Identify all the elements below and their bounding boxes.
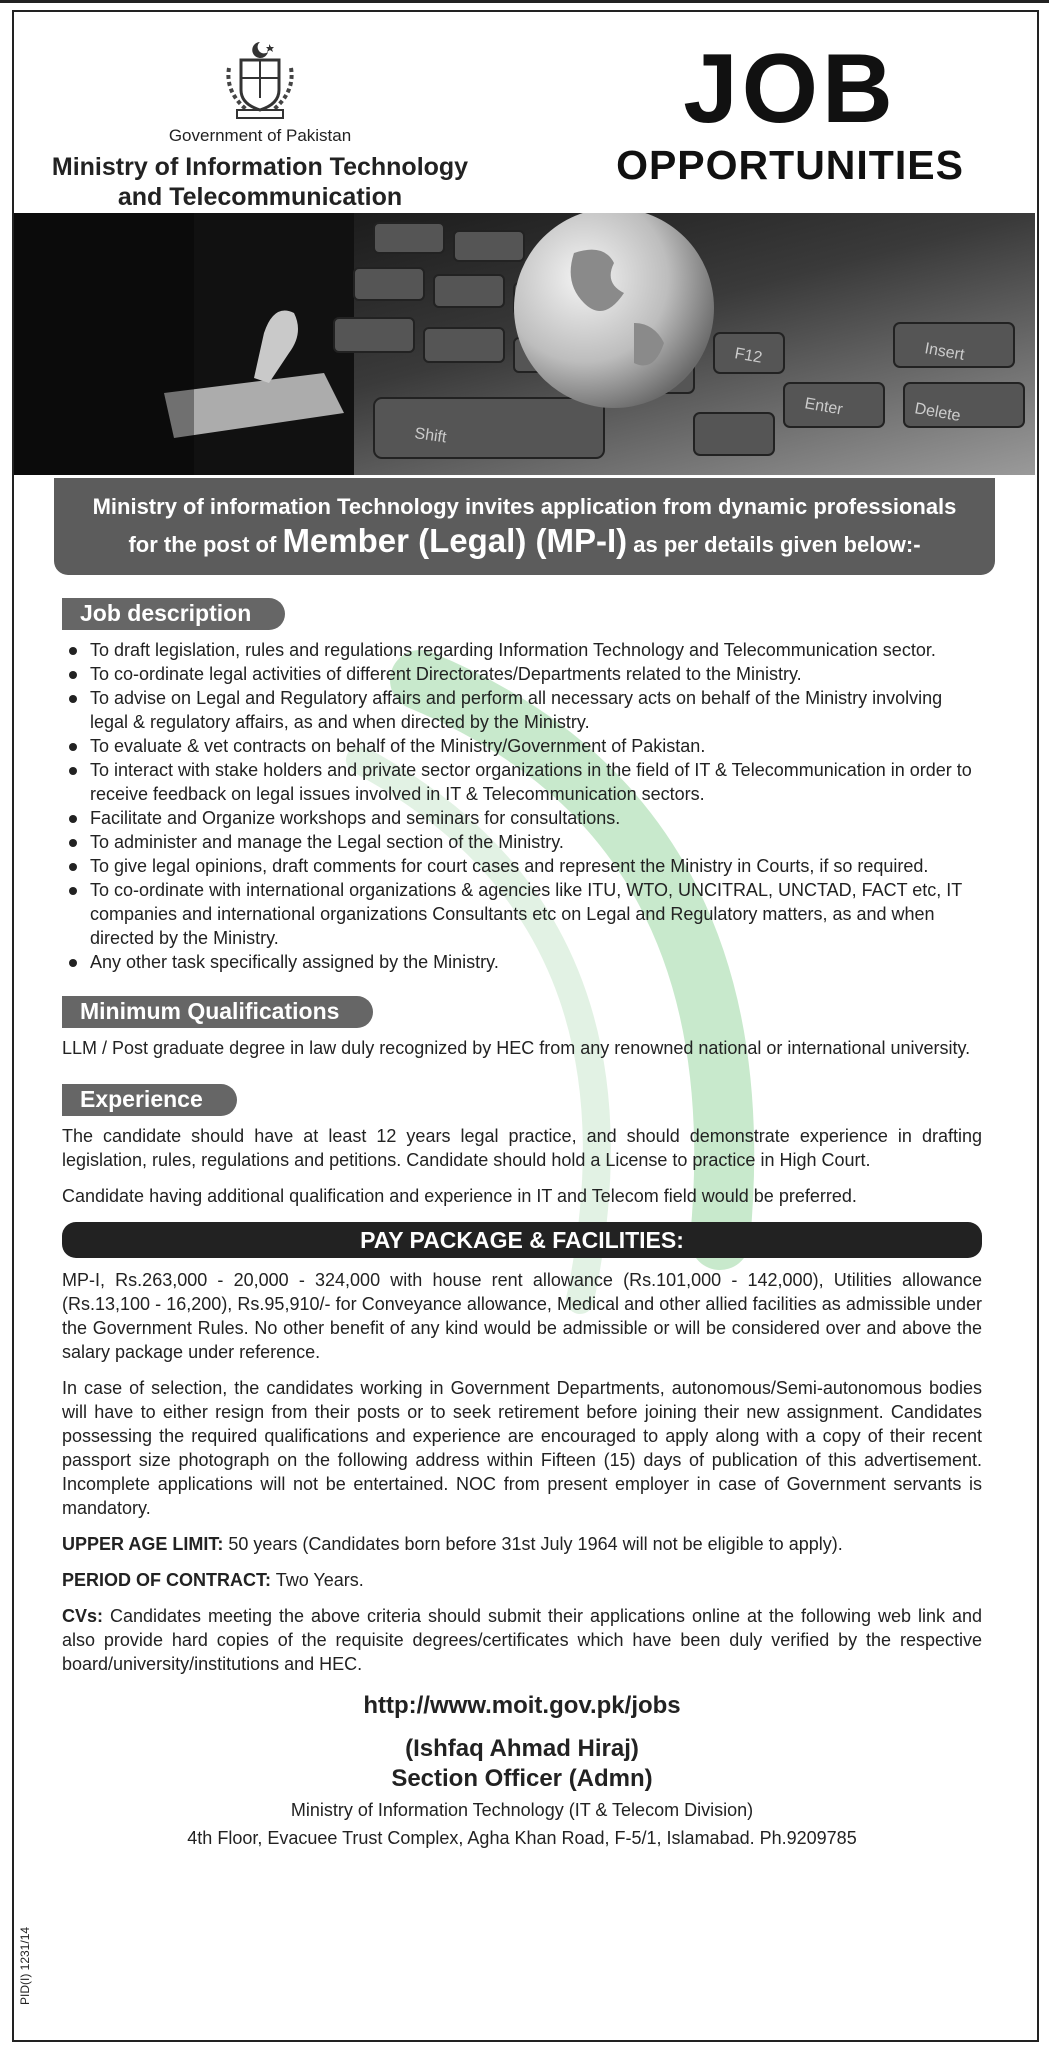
banner-key-insert: Insert [923,340,966,364]
age-limit [62,1532,982,1556]
list-item: To administer and manage the Legal section of the Ministry. [62,830,982,854]
experience-text-2: Candidate having additional qualification and experience in IT and Telecom field would be preferred. [62,1186,857,1206]
signatory-title: Section Officer (Admn) [391,1765,653,1792]
top-rule [0,0,1049,3]
list-item: To draft legislation, rules and regulations regarding Information Technology and Telecommunication sector. [62,638,982,662]
pakistan-emblem-icon [223,38,297,120]
qualifications-text: LLM / Post graduate degree in law duly recognized by HEC from any renowned national or international university. [62,1038,971,1058]
list-item: To give legal opinions, draft comments for court cases and represent the Ministry in Courts, if so required. [62,854,982,878]
intro-post: as per details given below:- [633,532,921,557]
qualifications-heading: Minimum Qualifications [62,996,373,1028]
banner-key-shift: Shift [413,425,448,447]
post-title: Member (Legal) (MP-I) [282,522,628,559]
pid-number: PID(I) 1231/14 [18,1926,32,2005]
signatory-name: (Ishfaq Ahmad Hiraj) [405,1735,639,1762]
opportunities-title: OPPORTUNITIES [616,142,964,188]
intro-line1: Ministry of information Technology invites application from dynamic professionals [92,494,957,519]
list-item: To co-ordinate with international organizations & agencies like ITU, WTO, UNCITRAL, UNCTAD, FACT etc, IT companies and international organizations Consultants etc on Legal and Regulatory matters, as and when directed by the Ministry. [62,878,982,950]
header-left [30,38,490,212]
pay-package-heading: PAY PACKAGE & FACILITIES: [62,1222,982,1258]
address-line2: 4th Floor, Evacuee Trust Complex, Agha Khan Road, F-5/1, Islamabad. Ph.9209785 [187,1828,857,1848]
pay-text-2: In case of selection, the candidates working in Government Departments, autonomous/Semi-autonomous bodies will have to either resign from their posts or to seek retirement before joining their new assignment. Candidates possessing the required qualifications and experience are encouraged to apply along with a copy of their recent passport size photograph on the following address within Fifteen (15) days of publication of this advertisement. Incomplete applications will not be entertained. NOC from present employer in case of Government servants is mandatory. [62,1378,982,1518]
list-item: To evaluate & vet contracts on behalf of the Ministry/Government of Pakistan. [62,734,982,758]
government-label: Government of Pakistan [168,126,352,145]
header-right [560,33,1020,189]
intro-pre: for the post of [128,532,277,557]
job-description-list [62,638,982,974]
job-description-heading: Job description [62,598,285,630]
list-item: To advise on Legal and Regulatory affairs and perform all necessary acts on behalf of the Ministry involving legal & regulatory affairs, as and when directed by the Ministry. [62,686,982,734]
pay-text-1: MP-I, Rs.263,000 - 20,000 - 324,000 with house rent allowance (Rs.101,000 - 142,000), Utilities allowance (Rs.13,100 - 16,200), Rs.95,910/- for Conveyance allowance, Medical and other allied facilities as admissible under the Government Rules. No other benefit of any kind would be admissible or will be considered over and above the salary package under reference. [62,1270,982,1362]
application-link[interactable]: http://www.moit.gov.pk/jobs [363,1692,681,1719]
intro-box [54,478,995,575]
ministry-name-line2: and Telecommunication [117,183,403,211]
list-item: To interact with stake holders and private sector organizations in the field of IT & Telecommunication in order to receive feedback on legal issues involved in IT & Telecommunication sectors. [62,758,982,806]
cv-text: Candidates meeting the above criteria should submit their applications online at the following web link and also provide hard copies of the requisite degrees/certificates which have been duly verified by the respective board/university/institutions and HEC. [62,1606,982,1674]
job-title: JOB [683,33,897,143]
list-item: To co-ordinate legal activities of different Directorates/Departments related to the Ministry. [62,662,982,686]
banner-key-enter: Enter [803,395,844,419]
intro-line2 [54,522,995,564]
banner-key-f12: F12 [733,345,764,367]
list-item: Facilitate and Organize workshops and seminars for consultations. [62,806,982,830]
contract-label: PERIOD OF CONTRACT: [62,1570,271,1590]
banner-key-delete: Delete [913,400,962,425]
experience-heading: Experience [62,1084,237,1116]
age-limit-text: 50 years (Candidates born before 31st July 1964 will not be eligible to apply). [228,1534,843,1554]
cv-label: CVs: [62,1606,104,1626]
contract-period [62,1568,982,1592]
cv-instructions [62,1604,982,1676]
banner-image [14,213,1035,475]
address-line1: Ministry of Information Technology (IT & Telecom Division) [290,1800,754,1820]
ministry-name-line1: Ministry of Information Technology [51,153,469,181]
experience-text-1: The candidate should have at least 12 years legal practice, and should demonstrate experience in drafting legislation, rules, regulations and petitions. Candidate should hold a License to practice in High Court. [62,1126,982,1170]
age-limit-label: UPPER AGE LIMIT: [62,1534,224,1554]
list-item: Any other task specifically assigned by the Ministry. [62,950,982,974]
contract-text: Two Years. [275,1570,364,1590]
ad-content [62,598,982,1850]
